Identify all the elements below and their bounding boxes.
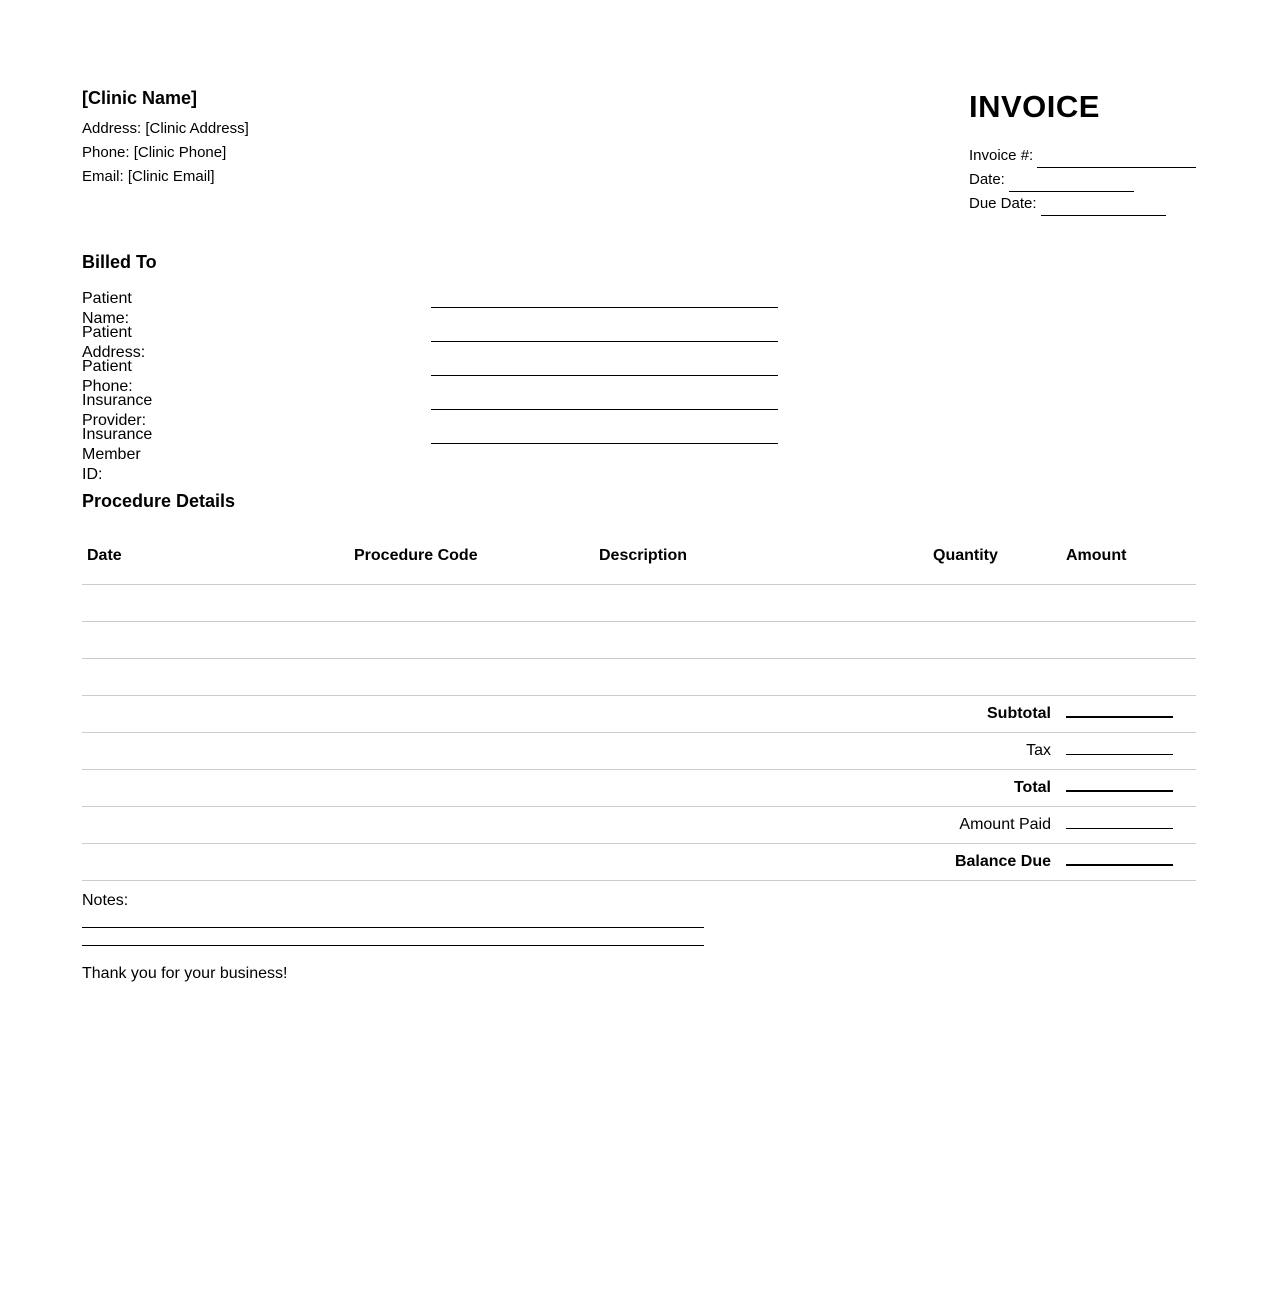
cell-amount[interactable] [1061,658,1196,695]
invoice-number-row [969,144,1196,168]
notes-line-1[interactable] [82,927,704,928]
clinic-phone: Phone: [Clinic Phone] [82,144,227,161]
total-row [82,769,1196,806]
cell-description[interactable] [594,621,928,658]
cell-description[interactable] [594,584,928,621]
total-label: Total [82,769,1061,806]
tax-field[interactable] [1066,741,1173,755]
patient-address-row [82,323,157,361]
cell-procedure-code[interactable] [349,658,594,695]
table-header-row [82,529,1196,584]
notes-line-2[interactable] [82,945,704,946]
column-header-description: Description [594,529,928,584]
due-date-label: Due Date: [969,195,1037,212]
due-date-field[interactable] [1041,199,1166,216]
notes-label: Notes: [82,892,129,909]
insurance-provider-row [82,391,157,429]
amount-paid-field[interactable] [1066,815,1173,829]
balance-due-row [82,843,1196,880]
patient-phone-field[interactable] [431,364,778,376]
insurance-provider-field[interactable] [431,398,778,410]
insurance-provider-label: Insurance Provider: [82,392,153,429]
cell-quantity[interactable] [928,584,1061,621]
cell-description[interactable] [594,658,928,695]
thank-you-message: Thank you for your business! [82,965,288,982]
billed-to-section [82,250,157,483]
notes-section [82,890,704,985]
table-row [82,621,1196,658]
patient-phone-label: Patient Phone: [82,358,133,395]
cell-date[interactable] [82,621,349,658]
balance-due-field[interactable] [1066,852,1173,866]
patient-address-label: Patient Address: [82,324,146,361]
invoice-date-row [969,168,1196,192]
column-header-quantity: Quantity [928,529,1061,584]
patient-name-row [82,289,157,327]
invoice-date-field[interactable] [1009,175,1134,192]
total-field[interactable] [1066,778,1173,792]
procedure-table [82,529,1196,881]
procedure-details-title: Procedure Details [82,491,236,511]
subtotal-field[interactable] [1066,704,1173,718]
cell-quantity[interactable] [928,658,1061,695]
patient-address-field[interactable] [431,330,778,342]
patient-phone-row [82,357,157,395]
cell-procedure-code[interactable] [349,584,594,621]
column-header-date: Date [82,529,349,584]
invoice-number-field[interactable] [1037,151,1196,168]
subtotal-label: Subtotal [82,695,1061,732]
cell-procedure-code[interactable] [349,621,594,658]
invoice-title: INVOICE [969,89,1100,124]
invoice-date-label: Date: [969,171,1005,188]
procedure-details-section [82,489,1196,881]
cell-amount[interactable] [1061,584,1196,621]
insurance-member-id-row [82,425,157,483]
invoice-meta [969,88,1196,216]
cell-quantity[interactable] [928,621,1061,658]
column-header-procedure-code: Procedure Code [349,529,594,584]
billed-to-title: Billed To [82,252,157,272]
clinic-name: [Clinic Name] [82,88,198,108]
patient-name-field[interactable] [431,296,778,308]
tax-row [82,732,1196,769]
cell-date[interactable] [82,658,349,695]
due-date-row [969,192,1196,216]
clinic-address: Address: [Clinic Address] [82,120,249,137]
balance-due-label: Balance Due [82,843,1061,880]
insurance-member-id-field[interactable] [431,432,778,444]
clinic-info [82,87,249,189]
tax-label: Tax [82,732,1061,769]
table-row [82,584,1196,621]
subtotal-row [82,695,1196,732]
insurance-member-id-label: Insurance Member ID: [82,426,153,483]
table-row [82,658,1196,695]
patient-name-label: Patient Name: [82,290,132,327]
invoice-number-label: Invoice #: [969,147,1034,164]
cell-amount[interactable] [1061,621,1196,658]
clinic-email: Email: [Clinic Email] [82,168,215,185]
amount-paid-row [82,806,1196,843]
column-header-amount: Amount [1061,529,1196,584]
amount-paid-label: Amount Paid [82,806,1061,843]
cell-date[interactable] [82,584,349,621]
